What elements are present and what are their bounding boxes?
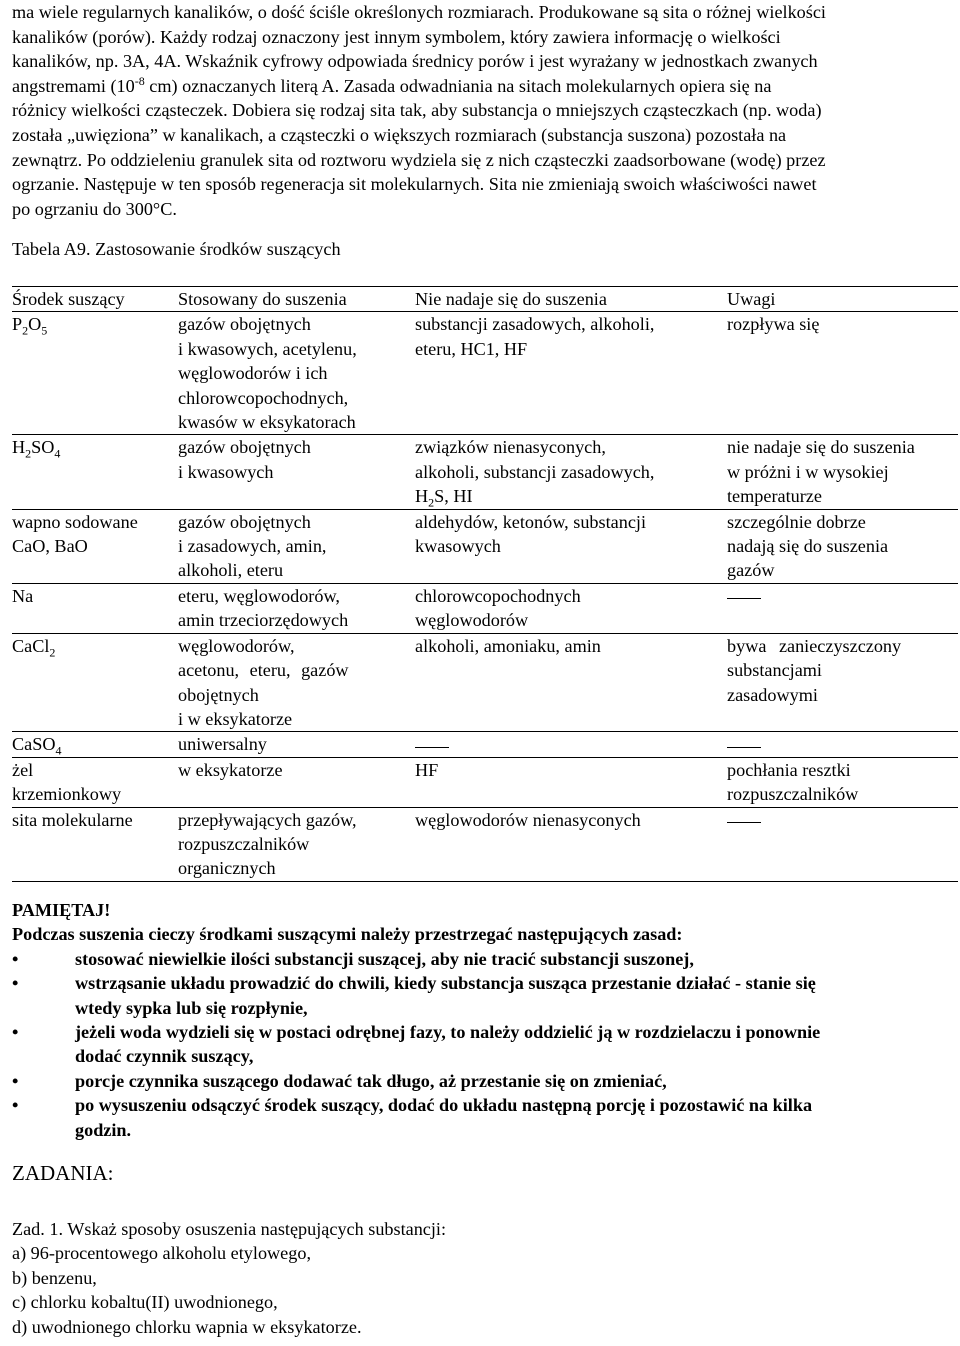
subscript: 4	[55, 743, 62, 758]
text-line: kanalików, np. 3A, 4A. Wskaźnik cyfrowy odpowiada średnicy porów i jest wyrażany w jednostkach zwanych	[12, 51, 818, 72]
cell-line: CaO, BaO	[12, 536, 88, 557]
cell-used-for	[178, 732, 415, 757]
cell-line: węglowodorów	[415, 610, 529, 631]
cell-line: szczególnie dobrze	[727, 511, 866, 532]
rule-line: godzin.	[75, 1119, 132, 1140]
cell-notes	[727, 312, 958, 435]
table-row	[12, 757, 958, 807]
cell-line: amin trzeciorzędowych	[178, 610, 349, 631]
document-page	[12, 0, 954, 1337]
table-row	[12, 583, 958, 633]
formula-part: H	[415, 486, 429, 507]
dash-mark	[727, 822, 761, 823]
tasks-heading: ZADANIA:	[12, 1161, 114, 1185]
header-notes: Uwagi	[727, 287, 958, 312]
cell-not-suitable	[415, 509, 727, 583]
cell-line: rozpuszczalników	[178, 833, 310, 854]
subscript: 2	[49, 645, 56, 660]
task-item: c) chlorku kobaltu(II) uwodnionego,	[12, 1292, 278, 1313]
text-line: różnicy wielkości cząsteczek. Dobiera się rodzaj sita tak, aby substancja o mniejszych cząsteczkach (np. woda)	[12, 100, 822, 121]
subscript: 5	[41, 324, 48, 339]
dash-mark	[727, 598, 761, 599]
cell-line: aldehydów, ketonów, substancji	[415, 511, 647, 532]
text-line: została „uwięziona” w kanalikach, a cząsteczki o większych rozmiarach (substancja suszona) pozostała na	[12, 124, 787, 145]
subscript: 2	[25, 447, 32, 462]
cell-line: gazów obojętnych	[178, 437, 311, 458]
cell-line: acetonu, eteru, gazów	[178, 660, 349, 681]
table-row	[12, 633, 958, 732]
rule-line: dodać czynnik suszący,	[75, 1046, 254, 1067]
cell-agent	[12, 435, 178, 509]
cell-notes	[727, 435, 958, 509]
rule-line: jeżeli woda wydzieli się w postaci odrębnej fazy, to należy oddzielić ją w rozdzielaczu i ponownie	[75, 1022, 821, 1043]
cell-line	[415, 484, 727, 508]
cell-agent	[12, 509, 178, 583]
cell-line: chlorowcopochodnych,	[178, 387, 349, 408]
cell-line: uniwersalny	[178, 734, 267, 755]
cell-line: alkoholi, substancji zasadowych,	[415, 461, 655, 482]
cell-line: eteru, węglowodorów,	[178, 585, 340, 606]
table-row	[12, 509, 958, 583]
header-not-suitable: Nie nadaje się do suszenia	[415, 287, 727, 312]
cell-agent	[12, 312, 178, 435]
cell-agent	[12, 633, 178, 732]
rule-line: stosować niewielkie ilości substancji suszącej, aby nie tracić substancji suszonej,	[75, 948, 694, 969]
bullet-icon: •	[12, 1095, 19, 1116]
cell-not-suitable	[415, 807, 727, 881]
header-agent: Środek suszący	[12, 287, 178, 312]
cell-not-suitable	[415, 633, 727, 732]
table-caption: Tabela A9. Zastosowanie środków suszących	[12, 239, 341, 259]
warning-block	[12, 898, 950, 1142]
table-header-row	[12, 287, 958, 312]
formula-part: SO	[31, 437, 55, 458]
bullet-icon: •	[12, 973, 19, 994]
text-line: zewnątrz. Po oddzieleniu granulek sita od roztworu wydziela się z nich cząsteczki zaadsorbowane (wodę) przez	[12, 149, 826, 170]
cell-line: substancjami	[727, 660, 822, 681]
cell-line: gazów obojętnych	[178, 511, 311, 532]
table-row	[12, 732, 958, 757]
warning-title: PAMIĘTAJ!	[12, 900, 111, 920]
cell-line: bywa zanieczyszczony	[727, 635, 902, 656]
formula-part: S, HI	[434, 486, 473, 507]
dash-mark	[415, 747, 449, 748]
cell-not-suitable	[415, 757, 727, 807]
cell-line: eteru, HC1, HF	[415, 338, 528, 359]
cell-agent	[12, 757, 178, 807]
cell-line: pochłania resztki	[727, 759, 851, 780]
task-item: d) uwodnionego chlorku wapnia w eksykatorze.	[12, 1316, 362, 1337]
text-line: po ogrzaniu do 300°C.	[12, 198, 177, 219]
task-item: b) benzenu,	[12, 1267, 97, 1288]
list-item	[12, 971, 950, 1020]
cell-line: przepływających gazów,	[178, 809, 357, 830]
cell-line: rozpuszczalników	[727, 784, 859, 805]
formula-part: CaSO	[12, 734, 56, 755]
cell-notes	[727, 732, 958, 757]
dash-mark	[727, 747, 761, 748]
cell-notes	[727, 633, 958, 732]
cell-agent	[12, 583, 178, 633]
cell-line: zasadowymi	[727, 684, 818, 705]
cell-line: w eksykatorze	[178, 759, 283, 780]
subscript: 4	[54, 447, 61, 462]
table-row	[12, 807, 958, 881]
intro-paragraph	[12, 0, 954, 221]
text-line: kanalików (porów). Każdy rodzaj oznaczony jest innym symbolem, który zawiera informację o wielkości	[12, 26, 781, 47]
cell-used-for	[178, 807, 415, 881]
cell-notes	[727, 807, 958, 881]
table-row	[12, 435, 958, 509]
cell-line: HF	[415, 759, 439, 780]
drying-agents-table	[12, 286, 958, 882]
text-line	[12, 74, 954, 99]
rule-line: wstrząsanie układu prowadzić do chwili, kiedy substancja susząca przestanie działać - stanie się	[75, 973, 816, 994]
formula-part: O	[28, 314, 42, 335]
cell-line: i kwasowych, acetylenu,	[178, 338, 357, 359]
cell-line: alkoholi, amoniaku, amin	[415, 635, 601, 656]
cell-not-suitable	[415, 435, 727, 509]
formula-part: P	[12, 314, 23, 335]
cell-line: rozpływa się	[727, 314, 820, 335]
cell-line: nadają się do suszenia	[727, 536, 889, 557]
subscript: 2	[22, 324, 29, 339]
list-item	[12, 1093, 950, 1142]
text-fragment: angstremami (10	[12, 75, 135, 96]
cell-notes	[727, 509, 958, 583]
cell-line: Na	[12, 585, 34, 606]
cell-agent	[12, 807, 178, 881]
cell-line: sita molekularne	[12, 809, 133, 830]
cell-line: węglowodorów nienasyconych	[415, 809, 641, 830]
cell-line: węglowodorów i ich	[178, 363, 328, 384]
rules-list	[12, 947, 950, 1142]
superscript: -8	[134, 73, 145, 88]
table-row	[12, 312, 958, 435]
cell-not-suitable	[415, 583, 727, 633]
cell-line: alkoholi, eteru	[178, 560, 284, 581]
subscript: 2	[428, 495, 435, 510]
cell-line: i w eksykatorze	[178, 708, 293, 729]
cell-used-for	[178, 583, 415, 633]
formula-part: H	[12, 437, 26, 458]
cell-agent	[12, 732, 178, 757]
cell-line: gazów	[727, 560, 775, 581]
list-item	[12, 1069, 950, 1093]
cell-line: temperaturze	[727, 486, 822, 507]
cell-line: gazów obojętnych	[178, 314, 311, 335]
cell-used-for	[178, 312, 415, 435]
task-item: a) 96-procentowego alkoholu etylowego,	[12, 1243, 311, 1264]
bullet-icon: •	[12, 948, 19, 969]
bullet-icon: •	[12, 1070, 19, 1091]
cell-notes	[727, 757, 958, 807]
cell-not-suitable	[415, 312, 727, 435]
cell-not-suitable	[415, 732, 727, 757]
cell-line: i zasadowych, amin,	[178, 536, 327, 557]
task-block	[12, 1217, 446, 1339]
task-title: Zad. 1. Wskaż sposoby osuszenia następujących substancji:	[12, 1219, 447, 1239]
header-used-for: Stosowany do suszenia	[178, 287, 415, 312]
cell-line: krzemionkowy	[12, 784, 122, 805]
list-item	[12, 947, 950, 971]
cell-line: organicznych	[178, 858, 276, 879]
warning-lead: Podczas suszenia cieczy środkami suszącymi należy przestrzegać następujących zasad:	[12, 924, 683, 945]
cell-line: związków nienasyconych,	[415, 437, 606, 458]
cell-line: substancji zasadowych, alkoholi,	[415, 314, 655, 335]
bullet-icon: •	[12, 1022, 19, 1043]
formula-part: CaCl	[12, 635, 50, 656]
cell-used-for	[178, 509, 415, 583]
cell-used-for	[178, 435, 415, 509]
cell-line: chlorowcopochodnych	[415, 585, 581, 606]
cell-line: węglowodorów,	[178, 635, 295, 656]
cell-line: i kwasowych	[178, 461, 274, 482]
text-line: ogrzanie. Następuje w ten sposób regeneracja sit molekularnych. Sita nie zmieniają swoich właściwości nawet	[12, 174, 817, 195]
list-item	[12, 1020, 950, 1069]
cell-line: kwasów w eksykatorach	[178, 412, 356, 433]
rule-line: porcje czynnika suszącego dodawać tak długo, aż przestanie się on zmieniać,	[75, 1070, 667, 1091]
rule-line: wtedy sypka lub się rozpłynie,	[75, 997, 308, 1018]
text-line: ma wiele regularnych kanalików, o dość ściśle określonych rozmiarach. Produkowane są sita o różnej wielkości	[12, 2, 826, 22]
cell-used-for	[178, 757, 415, 807]
cell-line: kwasowych	[415, 536, 501, 557]
cell-notes	[727, 583, 958, 633]
cell-line: nie nadaje się do suszenia	[727, 437, 915, 458]
rule-line: po wysuszeniu odsączyć środek suszący, dodać do układu następną porcję i pozostawić na kilka	[75, 1095, 813, 1116]
cell-line: wapno sodowane	[12, 511, 138, 532]
text-fragment: cm) oznaczanych literą A. Zasada odwadniania na sitach molekularnych opiera się na	[144, 75, 772, 96]
cell-line: obojętnych	[178, 684, 259, 705]
cell-used-for	[178, 633, 415, 732]
cell-line: żel	[12, 759, 34, 780]
cell-line: w próżni i w wysokiej	[727, 461, 889, 482]
